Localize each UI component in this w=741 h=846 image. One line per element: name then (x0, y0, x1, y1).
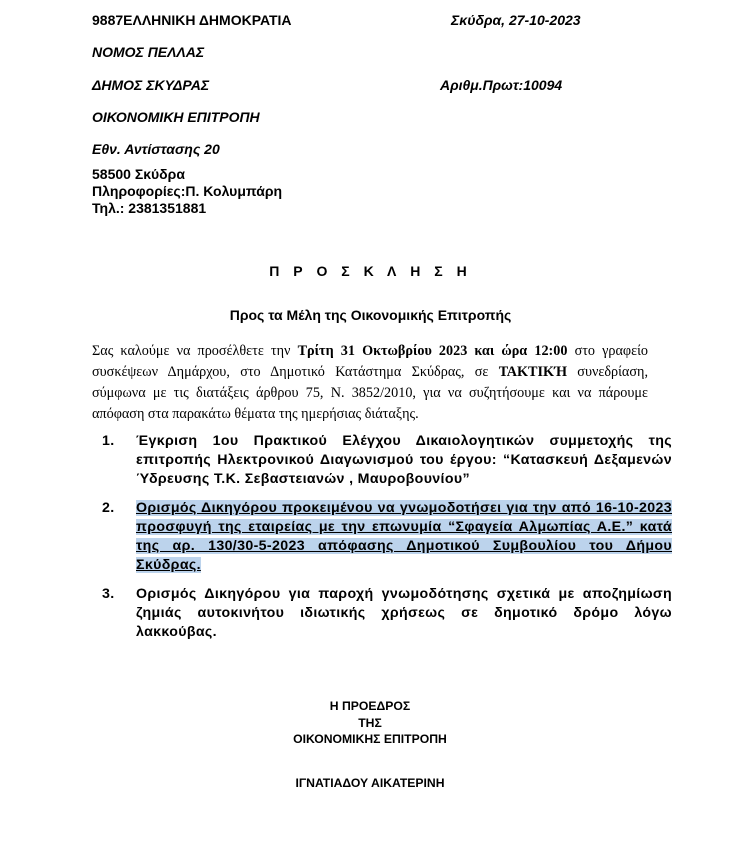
signature-role: Η ΠΡΟΕΔΡΟΣ (329, 699, 411, 713)
document-title: Π Ρ Ο Σ Κ Λ Η Σ Η (269, 263, 472, 279)
signatory-name: ΙΓΝΑΤΙΑΔΟΥ ΑΙΚΑΤΕΡΙΝΗ (295, 776, 445, 790)
phone-number: Τηλ.: 2381351881 (92, 200, 207, 216)
intro-text-3: συνεδρίαση, σύμφωνα με τις διατάξεις άρθρου 75, Ν. 3852/2010, για να συζητήσουμε και να πάρουμε απόφαση στα παρακάτω θέματα της ημερήσιας διάταξης. (92, 364, 648, 422)
republic-heading: 9887ΕΛΛΗΝΙΚΗ ΔΗΜΟΚΡΑΤΙΑ (92, 12, 292, 28)
agenda-item[interactable] (102, 499, 672, 575)
agenda-list (102, 432, 672, 642)
signature-committee: ΟΙΚΟΝΟΜΙΚΗΣ ΕΠΙΤΡΟΠΗ (293, 732, 447, 746)
meeting-datetime: Τρίτη 31 Οκτωβρίου 2023 και ώρα 12:00 (297, 343, 568, 359)
protocol-number: Αριθμ.Πρωτ:10094 (440, 77, 563, 93)
document-subtitle: Προς τα Μέλη της Οικονομικής Επιτροπής (229, 307, 512, 323)
intro-text-2: στο γραφείο συσκέψεων Δημάρχου, στο Δημοτικό Κατάστημα Σκύδρας, σε (92, 343, 648, 380)
committee: ΟΙΚΟΝΟΜΙΚΗ ΕΠΙΤΡΟΠΗ (92, 109, 260, 125)
municipality: ΔΗΜΟΣ ΣΚΥΔΡΑΣ (92, 77, 210, 93)
agenda-item-text-selected[interactable]: Ορισμός Δικηγόρου προκειμένου να γνωμοδοτήσει για την από 16-10-2023 προσφυγή της εταιρείας με την επωνυμία “Σφαγεία Αλμωπίας Α.Ε.” κατά της αρ. 130/30-5-2023 απόφασης Δημοτικού Συμβουλίου του Δήμου Σκύδρας. (136, 500, 672, 573)
agenda-item-text: Έγκριση 1ου Πρακτικού Ελέγχου Δικαιολογητικών συμμετοχής της επιτροπής Ηλεκτρονικού Διαγωνισμού του έργου: “Κατασκευή Δεξαμενών Ύδρευσης Τ.Κ. Σεβαστειανών , Μαυροβουνίου” (136, 433, 672, 487)
agenda-item-number: 1. (102, 433, 115, 449)
intro-text-1: Σας καλούμε να προσέλθετε την (92, 343, 298, 359)
contact-info: Πληροφορίες:Π. Κολυμπάρη (92, 183, 283, 199)
prefecture: ΝΟΜΟΣ ΠΕΛΛΑΣ (92, 44, 205, 60)
street-address: Εθν. Αντίστασης 20 (92, 141, 220, 157)
meeting-type: ΤΑΚΤΙΚΉ (498, 364, 567, 380)
postcode-city: 58500 Σκύδρα (92, 166, 185, 182)
agenda-item-number: 2. (102, 500, 115, 516)
agenda-item (102, 432, 672, 489)
agenda-item-text: Ορισμός Δικηγόρου για παροχή γνωμοδότησης σχετικά με αποζημίωση ζημιάς αυτοκινήτου ιδιωτικής χρήσεως σε δημοτικό δρόμο λόγω λακκούβας. (136, 586, 672, 640)
signature-block (200, 698, 540, 748)
signature-role-of: ΤΗΣ (358, 715, 382, 730)
place-date: Σκύδρα, 27-10-2023 (451, 12, 581, 28)
agenda-item (102, 585, 672, 642)
intro-paragraph (92, 341, 648, 425)
agenda-item-number: 3. (102, 586, 115, 602)
